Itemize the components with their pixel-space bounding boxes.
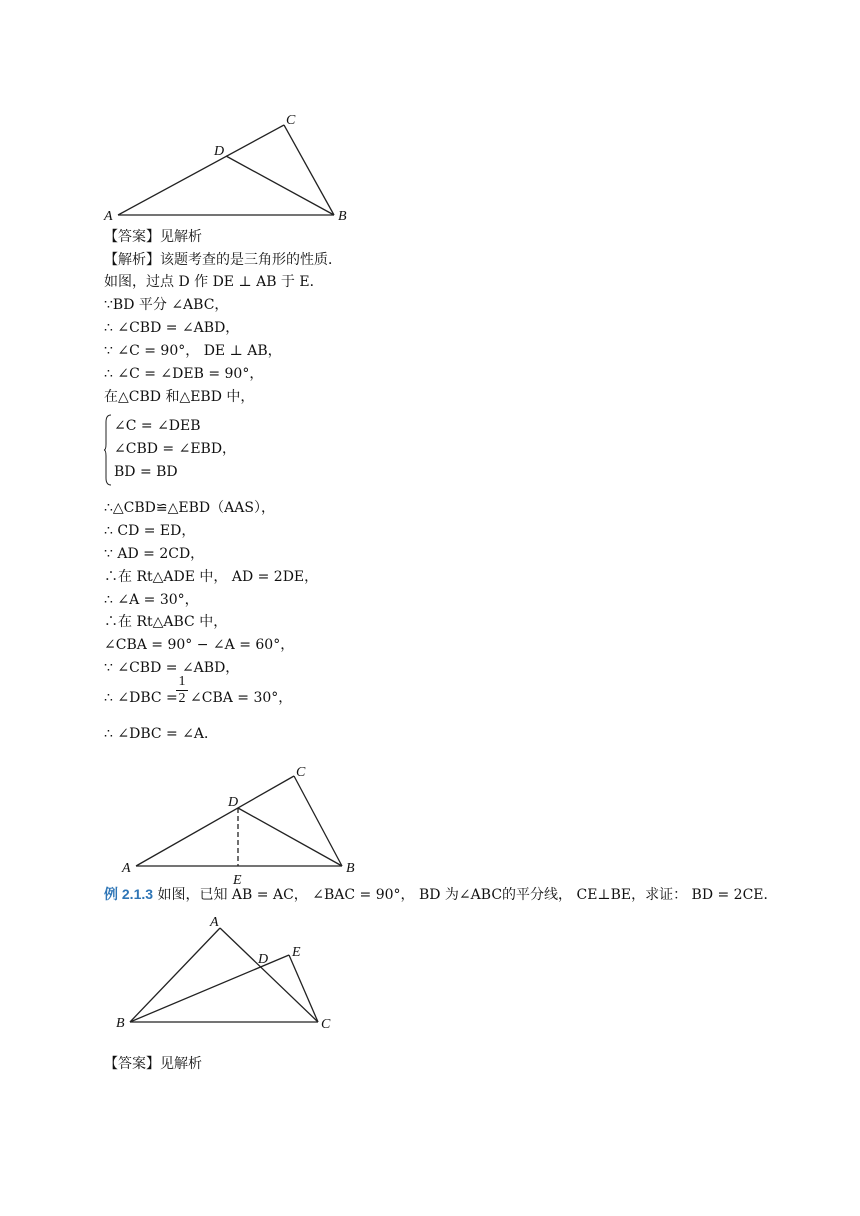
label-d: D	[258, 952, 269, 967]
label-a: A	[122, 861, 131, 876]
step-line: ∴在 Rt△ABC 中，	[104, 614, 228, 630]
step-line: ∵ ∠C = 90°， DE ⊥ AB，	[104, 343, 282, 359]
conclusion-line: ∴ ∠DBC = ∠A．	[104, 726, 219, 742]
left-brace	[104, 414, 112, 486]
label-a: A	[210, 915, 219, 930]
step-line: ∵ AD = 2CD，	[104, 546, 205, 562]
system-line: ∠CBD = ∠EBD，	[114, 441, 237, 457]
figure-example-triangle	[112, 912, 342, 1036]
label-c: C	[321, 1017, 331, 1032]
segment-ac	[220, 928, 318, 1022]
fraction-numerator: 1	[178, 674, 186, 689]
system-line: BD = BD	[114, 464, 178, 480]
system-line: ∠C = ∠DEB	[114, 418, 201, 434]
label-b: B	[116, 1016, 125, 1031]
segment-ac	[136, 776, 294, 866]
example-statement	[104, 884, 778, 905]
figure-triangle-abd	[100, 108, 360, 228]
step-line: ∵BD 平分 ∠ABC，	[104, 297, 229, 313]
label-e: E	[292, 945, 301, 960]
fraction-denominator: 2	[176, 690, 188, 707]
segment-ac	[118, 125, 284, 215]
step-line: ∴ ∠A = 30°，	[104, 592, 199, 608]
fraction-one-half	[176, 674, 188, 707]
figure-triangle-with-altitude	[118, 762, 368, 888]
step-line: ∴ ∠CBD = ∠ABD，	[104, 320, 240, 336]
segment-ec	[289, 955, 318, 1022]
step-line: 如图，过点 D 作 DE ⊥ AB 于 E．	[104, 274, 324, 290]
analysis-header: 【解析】该题考查的是三角形的性质．	[104, 252, 342, 268]
example-tag: 例 2.1.3	[104, 886, 154, 902]
step-line: ∵ ∠CBD = ∠ABD，	[104, 660, 240, 676]
step-line: ∴ ∠C = ∠DEB = 90°，	[104, 366, 264, 382]
label-b: B	[338, 209, 347, 224]
step-line-fraction-right: ∠CBA = 30°，	[190, 690, 293, 706]
label-d: D	[214, 144, 225, 159]
step-line: 在△CBD 和△EBD 中，	[104, 389, 255, 405]
label-c: C	[286, 113, 296, 128]
label-b: B	[346, 861, 355, 876]
example-text: 如图，已知 AB = AC， ∠BAC = 90°， BD 为∠ABC的平分线， CE⊥BE，求证： BD = 2CE．	[153, 887, 778, 903]
label-e: E	[233, 873, 242, 888]
label-c: C	[296, 765, 306, 780]
answer-line-1: 【答案】见解析	[104, 229, 202, 245]
step-line: ∴ CD = ED，	[104, 523, 196, 539]
step-line: ∴△CBD≌△EBD（AAS），	[104, 500, 275, 516]
answer-line-2: 【答案】见解析	[104, 1056, 202, 1072]
step-line: ∴在 Rt△ADE 中， AD = 2DE，	[104, 569, 319, 585]
label-d: D	[228, 795, 239, 810]
step-line: ∠CBA = 90° − ∠A = 60°，	[104, 637, 295, 653]
segment-ba	[130, 928, 220, 1022]
step-line-fraction-left: ∴ ∠DBC =	[104, 690, 178, 706]
label-a: A	[104, 209, 113, 224]
